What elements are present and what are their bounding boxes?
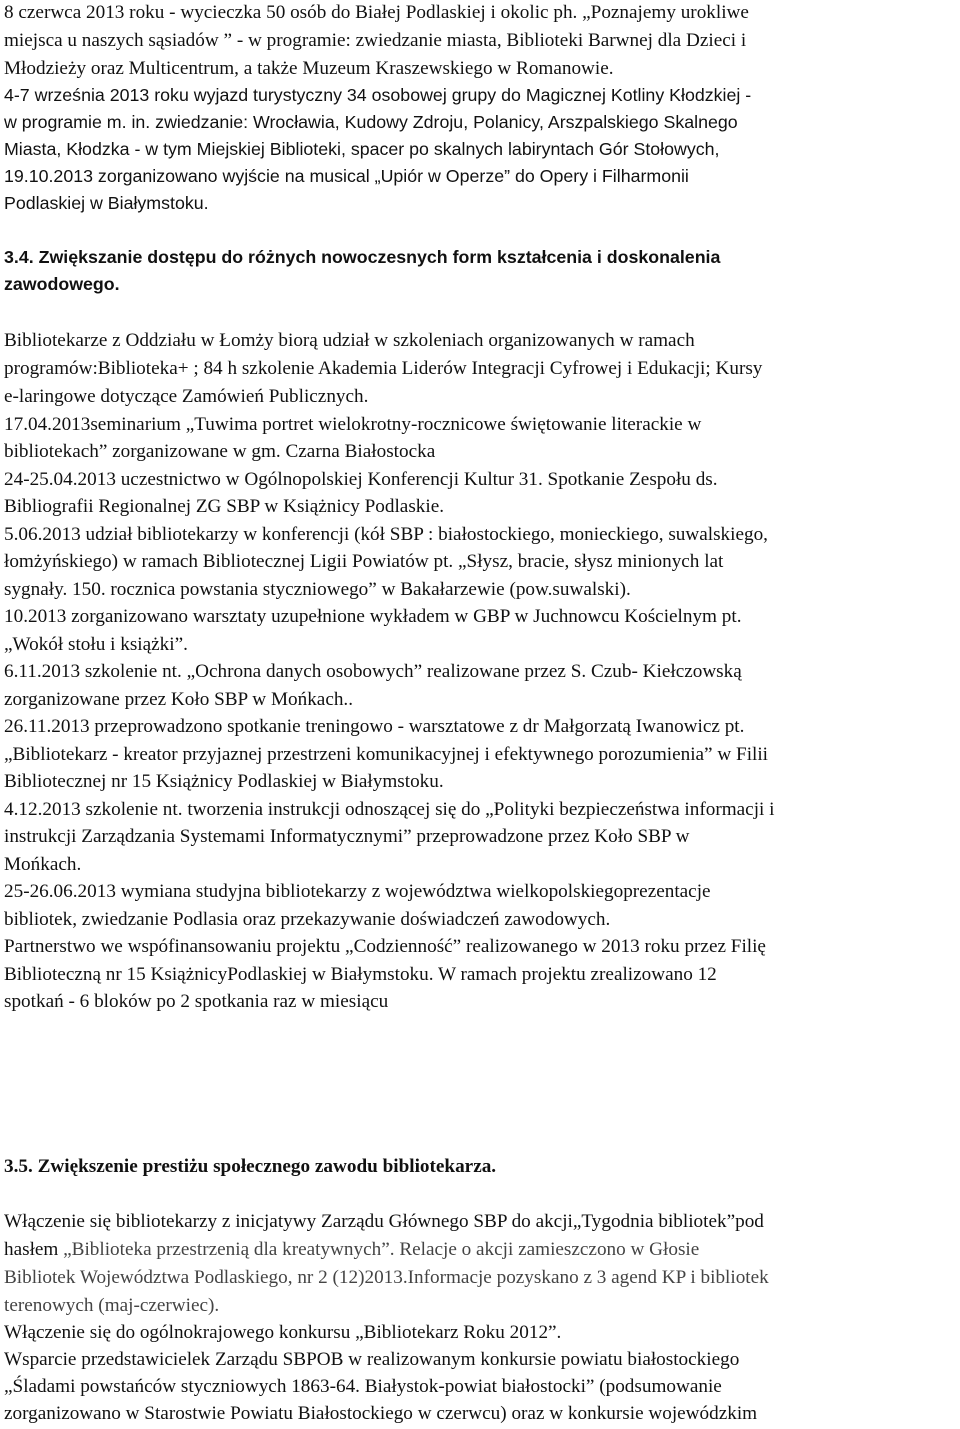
paragraph-line: instrukcji Zarządzania Systemami Informatycznymi” przeprowadzone przez Koło SBP w [4,826,690,847]
paragraph-line: 25-26.06.2013 wymiana studyjna bibliotekarzy z województwa wielkopolskiegoprezentacje [4,881,711,902]
paragraph-line: Bibliografii Regionalnej ZG SBP w Książnicy Podlaskie. [4,496,445,517]
intro-line: w programie m. in. zwiedzanie: Wrocławia, Kudowy Zdroju, Polanicy, Arszpalskiego Skalnego [4,112,738,132]
paragraph-line: Wsparcie przedstawicielek Zarządu SBPOB w realizowanym konkursie powiatu białostockiego [4,1349,740,1370]
paragraph-line: „Bibliotekarz - kreator przyjaznej przestrzeni komunikacyjnej i efektywnego porozumienia” w Filii [4,744,769,765]
intro-line: Podlaskiej w Białymstoku. [4,193,209,213]
paragraph-line: zorganizowane przez Koło SBP w Mońkach.. [4,689,354,710]
intro-line: miejsca u naszych sąsiadów ” - w programie: zwiedzanie miasta, Biblioteki Barwnej dla Dzieci i [4,30,747,51]
paragraph-line: programów:Biblioteka+ ; 84 h szkolenie Akademia Liderów Integracji Cyfrowej i Edukacji; Kursy [4,358,763,379]
paragraph-line: spotkań - 6 bloków po 2 spotkania raz w miesiącu [4,991,389,1012]
paragraph-line: „Śladami powstańców styczniowych 1863-64. Białystok-powiat białostocki” (podsumowanie [4,1376,722,1397]
text-run: hasłem [4,1239,64,1260]
paragraph-line: zorganizowano w Starostwie Powiatu Białostockiego w czerwcu) oraz w konkursie wojewódzkim [4,1403,758,1424]
paragraph-line: 5.06.2013 udział bibliotekarzy w konferencji (kół SBP : białostockiego, monieckiego, suwalskiego, [4,524,768,545]
intro-line: 4-7 września 2013 roku wyjazd turystyczny 34 osobowej grupy do Magicznej Kotliny Kłodzkiej - [4,85,752,105]
intro-line: Młodzieży oraz Multicentrum, a także Muzeum Kraszewskiego w Romanowie. [4,58,614,79]
paragraph-line: łomżyńskiego) w ramach Bibliotecznej Ligii Powiatów pt. „Słysz, bracie, słysz minionych lat [4,551,724,572]
paragraph-line: e-laringowe dotyczące Zamówień Publicznych. [4,386,369,407]
text-run-gray: „Biblioteka przestrzenią dla kreatywnych”. Relacje o akcji zamieszczono w Głosie [63,1239,700,1260]
section-heading-3-4: 3.4. Zwiększanie dostępu do różnych nowoczesnych form kształcenia i doskonalenia [4,247,721,267]
paragraph-line: bibliotek, zwiedzanie Podlasia oraz przekazywanie doświadczeń zawodowych. [4,909,611,930]
paragraph-line: Biblioteczną nr 15 KsiążnicyPodlaskiej w Białymstoku. W ramach projektu zrealizowano 12 [4,964,717,985]
paragraph-line: Bibliotecznej nr 15 Książnicy Podlaskiej w Białymstoku. [4,771,444,792]
paragraph-line: Włączenie się bibliotekarzy z inicjatywy Zarządu Głównego SBP do akcji„Tygodnia bibliotek”pod [4,1211,764,1232]
paragraph-line: Mońkach. [4,854,82,875]
paragraph-line: Bibliotekarze z Oddziału w Łomży biorą udział w szkoleniach organizowanych w ramach [4,330,695,351]
paragraph-line: 6.11.2013 szkolenie nt. „Ochrona danych osobowych” realizowane przez S. Czub- Kiełczowską [4,661,742,682]
paragraph-line: Partnerstwo we wspófinansowaniu projektu „Codzienność” realizowanego w 2013 roku przez Filię [4,936,766,957]
intro-line: 19.10.2013 zorganizowano wyjście na musical „Upiór w Operze” do Opery i Filharmonii [4,166,689,186]
section-heading-3-5: 3.5. Zwiększenie prestiżu społecznego zawodu bibliotekarza. [4,1156,497,1177]
paragraph-line: terenowych (maj-czerwiec). [4,1295,220,1316]
paragraph-line: 26.11.2013 przeprowadzono spotkanie treningowo - warsztatowe z dr Małgorzatą Iwanowicz pt. [4,716,745,737]
paragraph-line: Włączenie się do ogólnokrajowego konkursu „Bibliotekarz Roku 2012”. [4,1322,562,1343]
section-heading-3-4: zawodowego. [4,274,120,294]
paragraph-line: bibliotekach” zorganizowane w gm. Czarna Białostocka [4,441,436,462]
paragraph-line: „Wokół stołu i książki”. [4,634,188,655]
intro-line: Miasta, Kłodzka - w tym Miejskiej Biblioteki, spacer po skalnych labiryntach Gór Stołowych, [4,139,720,159]
paragraph-line: 17.04.2013seminarium „Tuwima portret wielokrotny-rocznicowe świętowanie literackie w [4,414,702,435]
paragraph-line [4,1238,699,1261]
paragraph-line: 10.2013 zorganizowano warsztaty uzupełnione wykładem w GBP w Juchnowcu Kościelnym pt. [4,606,742,627]
paragraph-line: sygnały. 150. rocznica powstania styczniowego” w Bakałarzewie (pow.suwalski). [4,579,631,600]
paragraph-line: 4.12.2013 szkolenie nt. tworzenia instrukcji odnoszącej się do „Polityki bezpieczeństwa informacji i [4,799,775,820]
paragraph-line: 24-25.04.2013 uczestnictwo w Ogólnopolskiej Konferencji Kultur 31. Spotkanie Zespołu ds. [4,469,718,490]
intro-line: 8 czerwca 2013 roku - wycieczka 50 osób do Białej Podlaskiej i okolic ph. „Poznajemy urokliwe [4,2,749,23]
paragraph-line: Bibliotek Województwa Podlaskiego, nr 2 (12)2013.Informacje pozyskano z 3 agend KP i bibliotek [4,1267,769,1288]
